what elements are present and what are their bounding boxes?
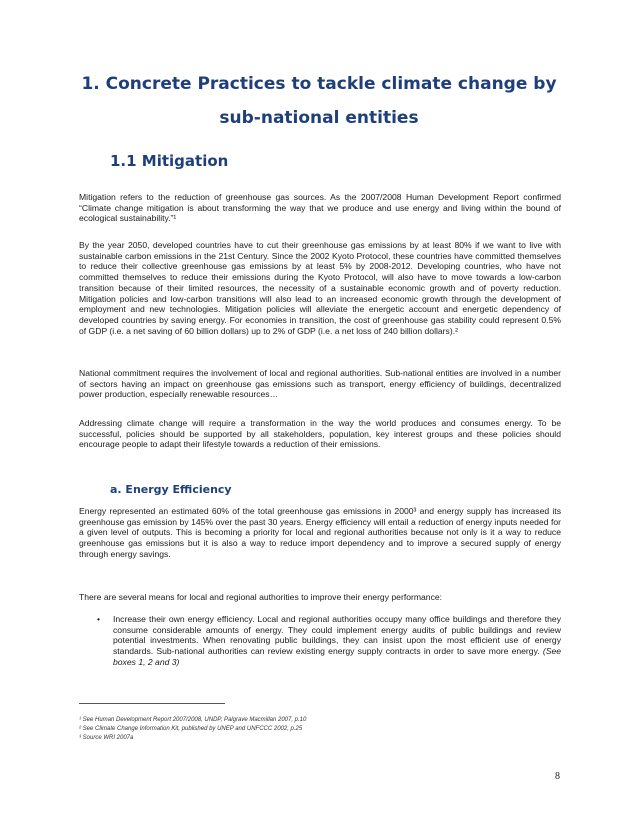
list-item xyxy=(97,614,561,668)
paragraph-means-intro: There are several means for local and regional authorities to improve their energy performance: xyxy=(79,592,443,602)
footnote-3: ³ Source WRI 2007a xyxy=(79,735,134,741)
footnote-2: ² See Climate Change Information Kit, published by UNEP and UNFCCC 2002, p.25 xyxy=(79,726,303,732)
bullet-marker: • xyxy=(97,614,101,624)
footnote-1: ¹ See Human Development Report 2007/2008, UNDP, Palgrave Macmillan 2007, p.10 xyxy=(79,717,307,723)
paragraph-transformation: Addressing climate change will require a transformation in the way the world produces and consumes energy. To be successful, policies should be supported by all stakeholders, population, key interest groups and these policies should encourage people to adapt their lifestyle towards a reduction of their emissions. xyxy=(79,418,561,450)
paragraph-energy-share: Energy represented an estimated 60% of the total greenhouse gas emissions in 2000³ and energy supply has increased its greenhouse gas emission by 145% over the past 30 years. Energy efficiency will entail a reduction of energy inputs needed for a given level of outputs. This is becoming a priority for local and regional authorities because not only is it a way to reduce greenhouse gas emissions but it is also a way to reduce import dependency and to improve a secured supply of energy through energy savings. xyxy=(79,506,561,559)
bullet-body xyxy=(113,614,561,668)
chapter-title-line1: 1. Concrete Practices to tackle climate change by xyxy=(81,74,557,94)
page-number: 8 xyxy=(555,771,560,782)
paragraph-national-commitment: National commitment requires the involvement of local and regional authorities. Sub-national entities are involved in a number of sectors having an impact on greenhouse gas emissions such as transport, energy efficiency of buildings, decentralized power production, especially renewable resources… xyxy=(79,368,561,400)
section-heading: 1.1 Mitigation xyxy=(110,152,229,170)
bullet-box-reference: (See boxes 1, 2 and 3) xyxy=(113,646,561,667)
subsection-heading: a. Energy Efficiency xyxy=(110,483,232,496)
paragraph-emission-targets: By the year 2050, developed countries have to cut their greenhouse gas emissions by at least 80% if we want to live with sustainable carbon emissions in the 21st Century. Since the 2002 Kyoto Protocol, these countries have committed themselves to reduce their collective greenhouse gas emissions by at least 5% by 2008-2012. Developing countries, who have not committed themselves to reduce their emissions during the Kyoto Protocol, will also have to move towards a low-carbon transition because of their limited resources, the necessity of a sustainable economic growth and of poverty reduction. Mitigation policies and low-carbon transitions will also lead to an increased economic growth through the development of employment and new technologies. Mitigation policies will alleviate the energetic account and energetic dependency of developed countries by saving energy. For economies in transition, the cost of greenhouse gas stability could represent 0.5% of GDP (i.e. a net saving of 60 billion dollars) up to 2% of GDP (i.e. a net loss of 240 billion dollars).² xyxy=(79,240,561,336)
footnote-divider xyxy=(79,703,225,704)
paragraph-mitigation-definition: Mitigation refers to the reduction of greenhouse gas sources. As the 2007/2008 Human Development Report confirmed “Climate change mitigation is about transforming the way that we produce and use energy and living within the bound of ecological sustainability.”¹ xyxy=(79,192,561,224)
chapter-title-line2: sub-national entities xyxy=(219,108,419,128)
bullet-text: Increase their own energy efficiency. Local and regional authorities occupy many office buildings and therefore they consume considerable amounts of energy. They could implement energy audits of public buildings and review potential investments. When renovating public buildings, they can insist upon the most efficient use of energy standards. Sub-national authorities can review existing energy supply contracts in order to save more energy. xyxy=(113,614,561,657)
